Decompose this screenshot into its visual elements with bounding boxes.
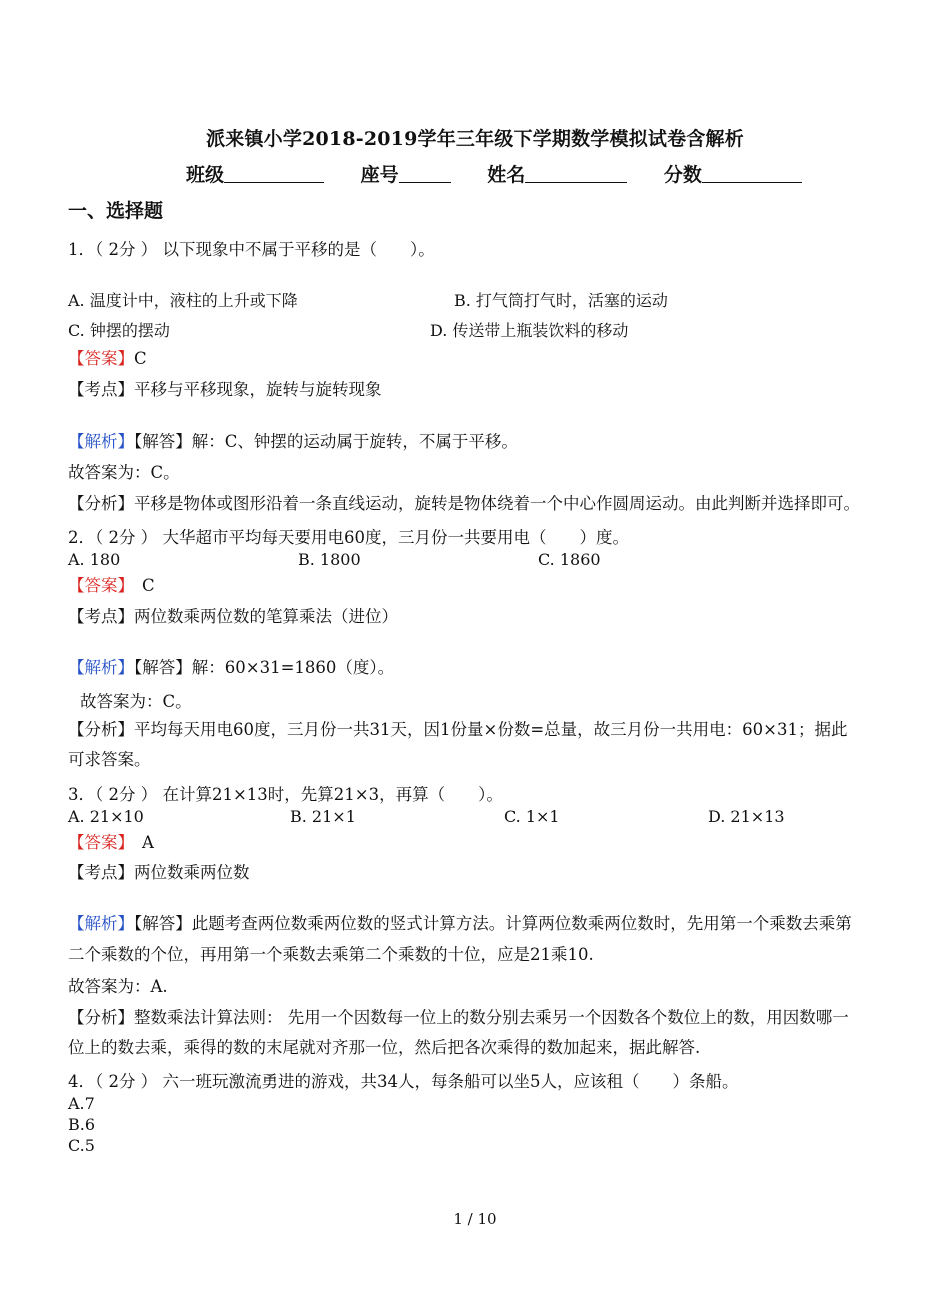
q3-jiexi-2: 二个乘数的个位，再用第一个乘数去乘第二个乘数的十位，应是21乘10.: [68, 945, 594, 964]
answer-value: C: [142, 576, 155, 595]
answer-value: A: [142, 833, 154, 852]
q3-option-d: D. 21×13: [708, 807, 785, 826]
q2-option-a: A. 180: [68, 550, 121, 569]
q4-stem: 4．（ 2分 ） 六一班玩激流勇进的游戏，共34人，每条船可以坐5人，应该租（ ）条船。: [68, 1072, 739, 1091]
q2-fenxi-2: 可求答案。: [68, 750, 151, 769]
seat-label: 座号: [360, 164, 399, 186]
jiexi-text: 【解答】此题考查两位数乘两位数的竖式计算方法。计算两位数乘两位数时，先用第一个乘数去乘第: [134, 914, 852, 933]
section-heading: 一、选择题: [68, 200, 164, 222]
q1-option-d: D. 传送带上瓶装饮料的移动: [430, 321, 629, 340]
class-blank[interactable]: [224, 164, 324, 183]
q3-final: 故答案为：A.: [68, 977, 168, 996]
page-title: 派来镇小学2018-2019学年三年级下学期数学模拟试卷含解析: [206, 128, 744, 150]
q4-option-c: C.5: [68, 1136, 95, 1155]
q2-kaodian: 【考点】两位数乘两位数的笔算乘法（进位）: [68, 607, 398, 626]
q3-jiexi-1: [68, 910, 852, 934]
q1-jiexi: [68, 428, 518, 452]
q1-kaodian: 【考点】平移与平移现象，旋转与旋转现象: [68, 380, 382, 399]
q2-final: 故答案为：C。: [80, 692, 192, 711]
q2-option-b: B. 1800: [298, 550, 361, 569]
q1-final: 故答案为：C。: [68, 463, 180, 482]
jiexi-text: 【解答】解：C、钟摆的运动属于旋转，不属于平移。: [134, 432, 518, 451]
q4-option-b: B.6: [68, 1115, 96, 1134]
q2-option-c: C. 1860: [538, 550, 601, 569]
page-number: 1 / 10: [453, 1210, 497, 1228]
q1-stem: 1．（ 2分 ） 以下现象中不属于平移的是（ ）。: [68, 240, 435, 259]
q2-stem: 2．（ 2分 ） 大华超市平均每天要用电60度，三月份一共要用电（ ）度。: [68, 528, 629, 547]
name-label: 姓名: [487, 164, 526, 186]
student-info-line: [186, 160, 802, 187]
answer-tag: 【答案】: [68, 576, 134, 595]
q3-option-b: B. 21×1: [290, 807, 356, 826]
q1-option-c: C. 钟摆的摆动: [68, 321, 170, 340]
answer-value: C: [134, 349, 147, 368]
q1-answer: [68, 345, 147, 369]
q3-kaodian: 【考点】两位数乘两位数: [68, 863, 250, 882]
q2-fenxi-1: 【分析】平均每天用电60度，三月份一共31天，因1份量×份数=总量，故三月份一共用电：60×31；据此: [68, 720, 848, 739]
q2-answer: [68, 572, 155, 596]
q1-fenxi: 【分析】平移是物体或图形沿着一条直线运动，旋转是物体绕着一个中心作圆周运动。由此判断并选择即可。: [68, 494, 860, 513]
class-label: 班级: [186, 164, 225, 186]
q1-option-a: A. 温度计中，液柱的上升或下降: [68, 291, 298, 310]
answer-tag: 【答案】: [68, 349, 134, 368]
score-blank[interactable]: [702, 164, 802, 183]
name-blank[interactable]: [525, 164, 627, 183]
q3-stem: 3．（ 2分 ） 在计算21×13时，先算21×3，再算（ ）。: [68, 785, 503, 804]
jiexi-tag: 【解析】: [68, 432, 134, 451]
score-label: 分数: [663, 164, 702, 186]
q3-option-c: C. 1×1: [504, 807, 560, 826]
q4-option-a: A.7: [68, 1094, 95, 1113]
q3-answer: [68, 829, 154, 853]
seat-blank[interactable]: [399, 164, 451, 183]
jiexi-tag: 【解析】: [68, 914, 134, 933]
answer-tag: 【答案】: [68, 833, 134, 852]
jiexi-text: 【解答】解：60×31=1860（度）。: [134, 658, 395, 677]
q3-option-a: A. 21×10: [68, 807, 144, 826]
q3-fenxi-2: 位上的数去乘，乘得的数的末尾就对齐那一位，然后把各次乘得的数加起来，据此解答.: [68, 1038, 701, 1057]
q3-fenxi-1: 【分析】整数乘法计算法则： 先用一个因数每一位上的数分别去乘另一个因数各个数位上的数，用因数哪一: [68, 1008, 849, 1027]
jiexi-tag: 【解析】: [68, 658, 134, 677]
q2-jiexi: [68, 654, 394, 678]
q1-option-b: B. 打气筒打气时，活塞的运动: [454, 291, 668, 310]
